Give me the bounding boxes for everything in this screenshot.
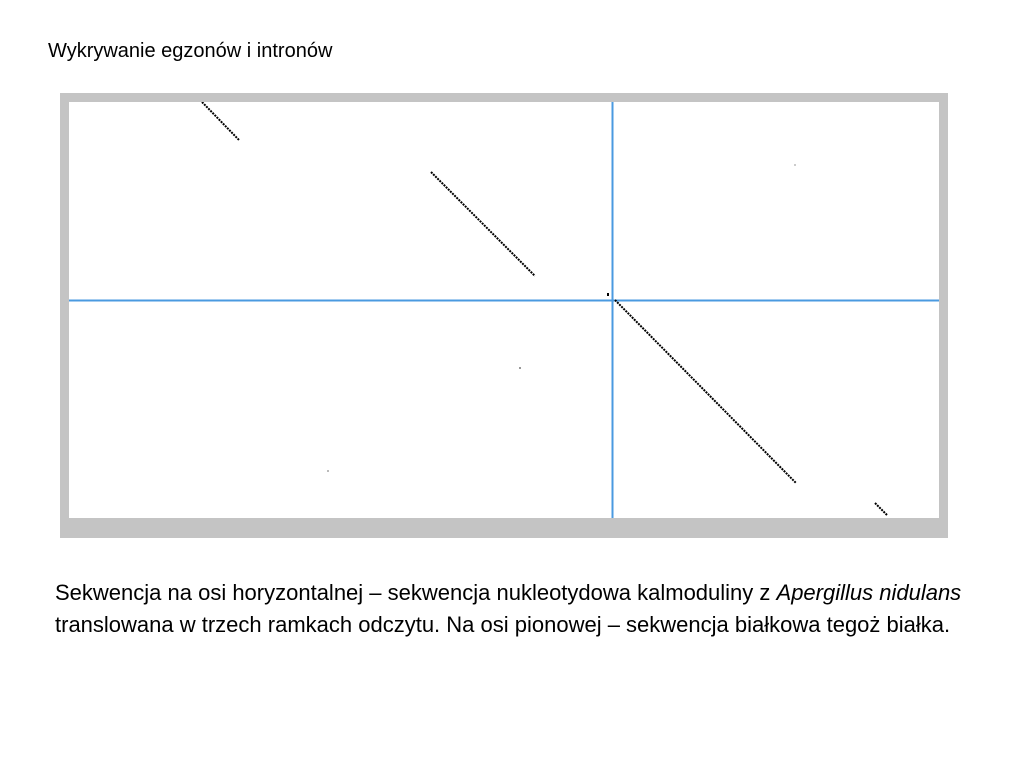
dotplot-svg xyxy=(69,102,939,518)
match-dot xyxy=(607,293,609,296)
match-diagonal-1 xyxy=(202,102,239,140)
noise-dot xyxy=(327,470,329,472)
caption-text-2: translowana w trzech ramkach odczytu. Na osi pionowej – sekwencja białkowa tegoż białka. xyxy=(55,612,951,637)
caption xyxy=(55,577,965,641)
match-diagonal-2 xyxy=(431,172,535,276)
match-diagonal-4 xyxy=(875,503,887,515)
match-diagonal-3 xyxy=(615,300,796,483)
slide-title: Wykrywanie egzonów i intronów xyxy=(48,40,333,62)
noise-dot xyxy=(794,164,796,166)
dotplot-frame xyxy=(60,93,948,538)
caption-text-1: Sekwencja na osi horyzontalnej – sekwencja nukleotydowa kalmoduliny z xyxy=(55,580,777,605)
noise-dot xyxy=(519,367,521,369)
dotplot-area xyxy=(69,102,939,518)
caption-species-name: Apergillus nidulans xyxy=(776,580,962,605)
